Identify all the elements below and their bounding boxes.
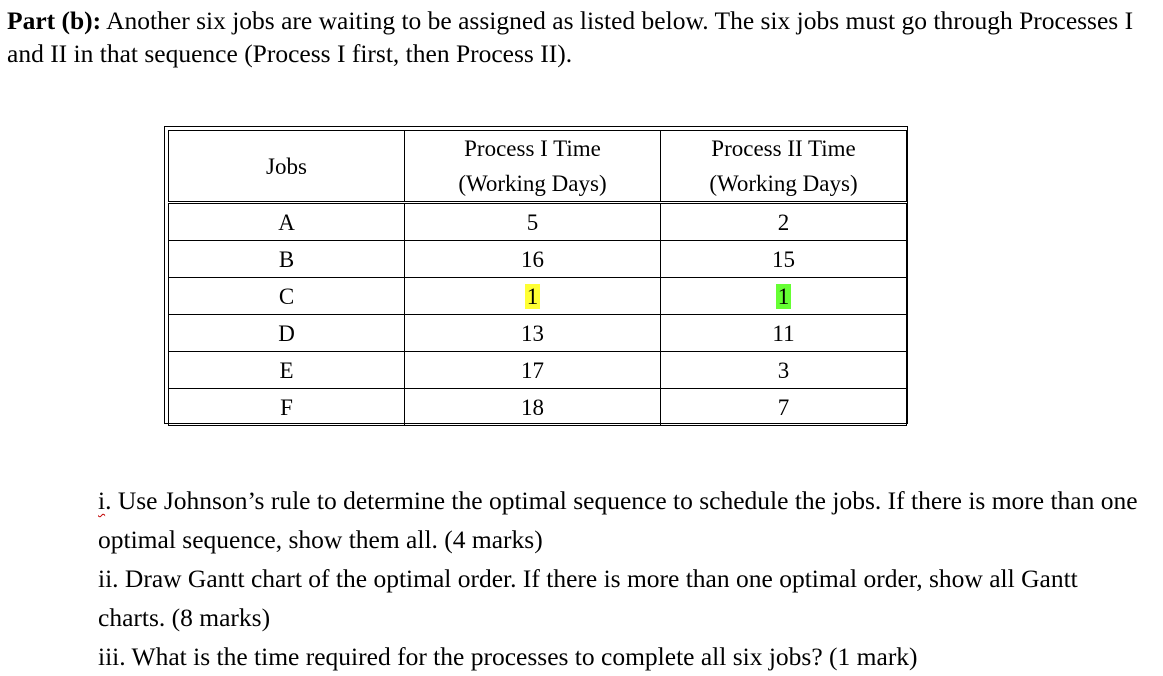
- process-1-cell: 5: [405, 203, 661, 241]
- job-cell: F: [169, 389, 405, 426]
- intro-paragraph: [7, 4, 1157, 70]
- header-process-1-line2: (Working Days): [458, 171, 607, 196]
- part-label: Part (b):: [7, 6, 102, 35]
- highlight-yellow: 1: [526, 283, 539, 309]
- question-3: iii. What is the time required for the processes to complete all six jobs? (1 mark): [98, 642, 918, 671]
- job-cell: C: [169, 278, 405, 315]
- question-2: ii. Draw Gantt chart of the optimal order. If there is more than one optimal order, show all Gantt charts. (8 marks): [98, 564, 1078, 632]
- table-row: [169, 278, 907, 315]
- process-1-cell: 17: [405, 352, 661, 389]
- process-2-cell: 11: [661, 315, 907, 352]
- job-cell: D: [169, 315, 405, 352]
- header-jobs: Jobs: [169, 131, 405, 203]
- process-2-cell: 2: [661, 203, 907, 241]
- job-cell: E: [169, 352, 405, 389]
- process-2-cell: [661, 278, 907, 315]
- questions-block: [98, 481, 1148, 676]
- jobs-table: [168, 130, 907, 426]
- process-1-cell: 13: [405, 315, 661, 352]
- process-1-cell: 18: [405, 389, 661, 426]
- header-process-2: [661, 131, 907, 203]
- table-header-row: [169, 131, 907, 203]
- table-row: [169, 315, 907, 352]
- process-1-cell: 16: [405, 241, 661, 278]
- process-1-cell: [405, 278, 661, 315]
- job-cell: A: [169, 203, 405, 241]
- table-row: [169, 203, 907, 241]
- job-cell: B: [169, 241, 405, 278]
- header-process-1-line1: Process I Time: [464, 136, 601, 161]
- question-1-text: . Use Johnson’s rule to determine the optimal sequence to schedule the jobs. If there is more than one optimal sequence, show them all. (4 marks): [98, 486, 1138, 554]
- question-1-numeral: i: [98, 486, 106, 515]
- header-process-2-line1: Process II Time: [711, 136, 856, 161]
- highlight-green: 1: [777, 283, 790, 309]
- jobs-table-frame: [164, 126, 908, 424]
- header-process-1: [405, 131, 661, 203]
- intro-text: Another six jobs are waiting to be assigned as listed below. The six jobs must go through Processes I and II in that sequence (Process I first, then Process II).: [7, 6, 1134, 68]
- process-2-cell: 3: [661, 352, 907, 389]
- table-row: [169, 389, 907, 426]
- table-row: [169, 352, 907, 389]
- question-1: [98, 481, 1148, 559]
- process-2-cell: 15: [661, 241, 907, 278]
- header-process-2-line2: (Working Days): [709, 171, 858, 196]
- table-row: [169, 241, 907, 278]
- process-2-cell: 7: [661, 389, 907, 426]
